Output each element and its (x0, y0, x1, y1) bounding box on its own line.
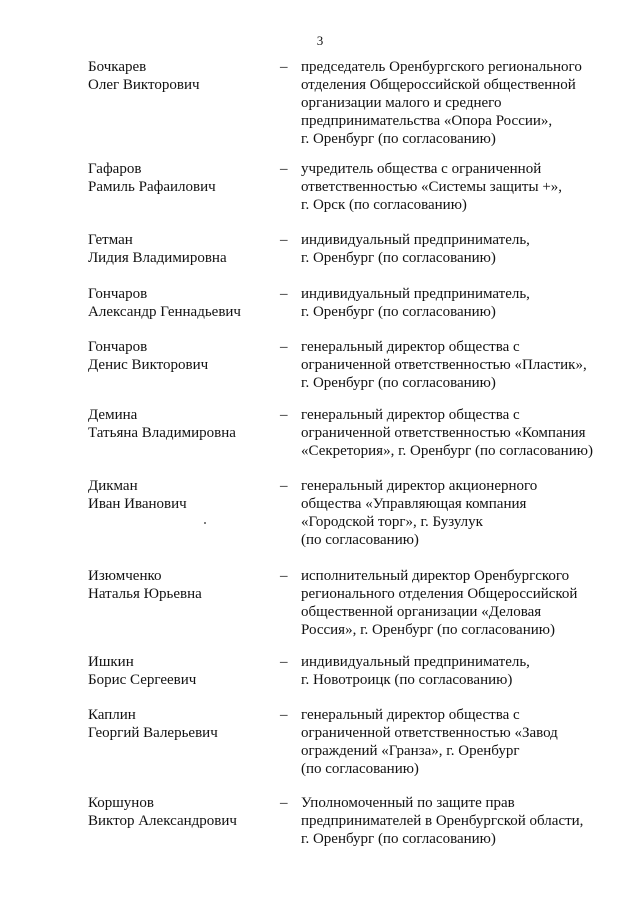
member-surname: Коршунов (88, 795, 154, 811)
member-given-names: Александр Геннадьевич (88, 304, 241, 320)
member-given-names: Георгий Валерьевич (88, 725, 218, 741)
member-given-names: Виктор Александрович (88, 813, 237, 829)
dash-separator: – (280, 161, 288, 177)
member-name (88, 706, 278, 742)
member-position (301, 706, 626, 778)
dash-separator: – (280, 59, 288, 75)
dash-separator: – (280, 232, 288, 248)
position-line: ограниченной ответственностью «Пластик», (301, 357, 587, 373)
position-line: г. Оренбург (по согласованию) (301, 131, 496, 147)
position-line: (по согласованию) (301, 532, 419, 548)
member-position (301, 567, 626, 639)
position-line: (по согласованию) (301, 761, 419, 777)
dash-separator: – (280, 286, 288, 302)
position-line: общественной организации «Деловая (301, 604, 542, 620)
member-surname: Дикман (88, 478, 138, 494)
member-position (301, 794, 626, 848)
member-surname: Гончаров (88, 286, 148, 302)
position-line: генеральный директор общества с (301, 707, 520, 723)
member-given-names: Рамиль Рафаилович (88, 179, 216, 195)
position-line: «Секретория», г. Оренбург (по согласованию) (301, 443, 593, 459)
position-line: индивидуальный предприниматель, (301, 286, 530, 302)
position-line: организации малого и среднего (301, 95, 502, 111)
member-name (88, 338, 278, 374)
scan-speck (204, 522, 206, 524)
member-given-names: Борис Сергеевич (88, 672, 197, 688)
position-line: общества «Управляющая компания (301, 496, 527, 512)
position-line: ограниченной ответственностью «Компания (301, 425, 586, 441)
member-surname: Каплин (88, 707, 136, 723)
member-given-names: Татьяна Владимировна (88, 425, 236, 441)
member-position (301, 285, 626, 321)
position-line: г. Новотроицк (по согласованию) (301, 672, 513, 688)
member-position (301, 58, 626, 148)
position-line: регионального отделения Общероссийской (301, 586, 578, 602)
position-line: «Городской торг», г. Бузулук (301, 514, 483, 530)
member-surname: Изюмченко (88, 568, 162, 584)
position-line: индивидуальный предприниматель, (301, 654, 530, 670)
member-position (301, 231, 626, 267)
member-name (88, 653, 278, 689)
position-line: предпринимательства «Опора России», (301, 113, 553, 129)
member-surname: Гончаров (88, 339, 148, 355)
position-line: предпринимателей в Оренбургской области, (301, 813, 584, 829)
member-given-names: Олег Викторович (88, 77, 200, 93)
member-given-names: Денис Викторович (88, 357, 209, 373)
dash-separator: – (280, 407, 288, 423)
position-line: г. Орск (по согласованию) (301, 197, 467, 213)
member-position (301, 477, 626, 549)
member-given-names: Иван Иванович (88, 496, 187, 512)
position-line: председатель Оренбургского регионального (301, 59, 582, 75)
position-line: г. Оренбург (по согласованию) (301, 831, 496, 847)
position-line: ограниченной ответственностью «Завод (301, 725, 558, 741)
position-line: генеральный директор акционерного (301, 478, 538, 494)
member-name (88, 477, 278, 513)
position-line: исполнительный директор Оренбургского (301, 568, 570, 584)
dash-separator: – (280, 707, 288, 723)
member-surname: Демина (88, 407, 138, 423)
position-line: Уполномоченный по защите прав (301, 795, 515, 811)
position-line: г. Оренбург (по согласованию) (301, 304, 496, 320)
position-line: учредитель общества с ограниченной (301, 161, 542, 177)
member-name (88, 58, 278, 94)
position-line: генеральный директор общества с (301, 339, 520, 355)
position-line: отделения Общероссийской общественной (301, 77, 576, 93)
dash-separator: – (280, 478, 288, 494)
member-surname: Ишкин (88, 654, 134, 670)
position-line: Россия», г. Оренбург (по согласованию) (301, 622, 555, 638)
member-name (88, 406, 278, 442)
dash-separator: – (280, 568, 288, 584)
member-surname: Бочкарев (88, 59, 147, 75)
position-line: г. Оренбург (по согласованию) (301, 375, 496, 391)
member-position (301, 653, 626, 689)
position-line: ограждений «Гранза», г. Оренбург (301, 743, 520, 759)
member-name (88, 794, 278, 830)
member-position (301, 338, 626, 392)
member-surname: Гетман (88, 232, 133, 248)
position-line: ответственностью «Системы защиты +», (301, 179, 563, 195)
member-position (301, 160, 626, 214)
member-given-names: Наталья Юрьевна (88, 586, 202, 602)
member-given-names: Лидия Владимировна (88, 250, 227, 266)
member-name (88, 285, 278, 321)
position-line: г. Оренбург (по согласованию) (301, 250, 496, 266)
dash-separator: – (280, 795, 288, 811)
position-line: индивидуальный предприниматель, (301, 232, 530, 248)
member-name (88, 160, 278, 196)
dash-separator: – (280, 339, 288, 355)
dash-separator: – (280, 654, 288, 670)
page-number: 3 (316, 33, 324, 48)
position-line: генеральный директор общества с (301, 407, 520, 423)
member-surname: Гафаров (88, 161, 142, 177)
member-name (88, 231, 278, 267)
member-position (301, 406, 626, 460)
member-name (88, 567, 278, 603)
